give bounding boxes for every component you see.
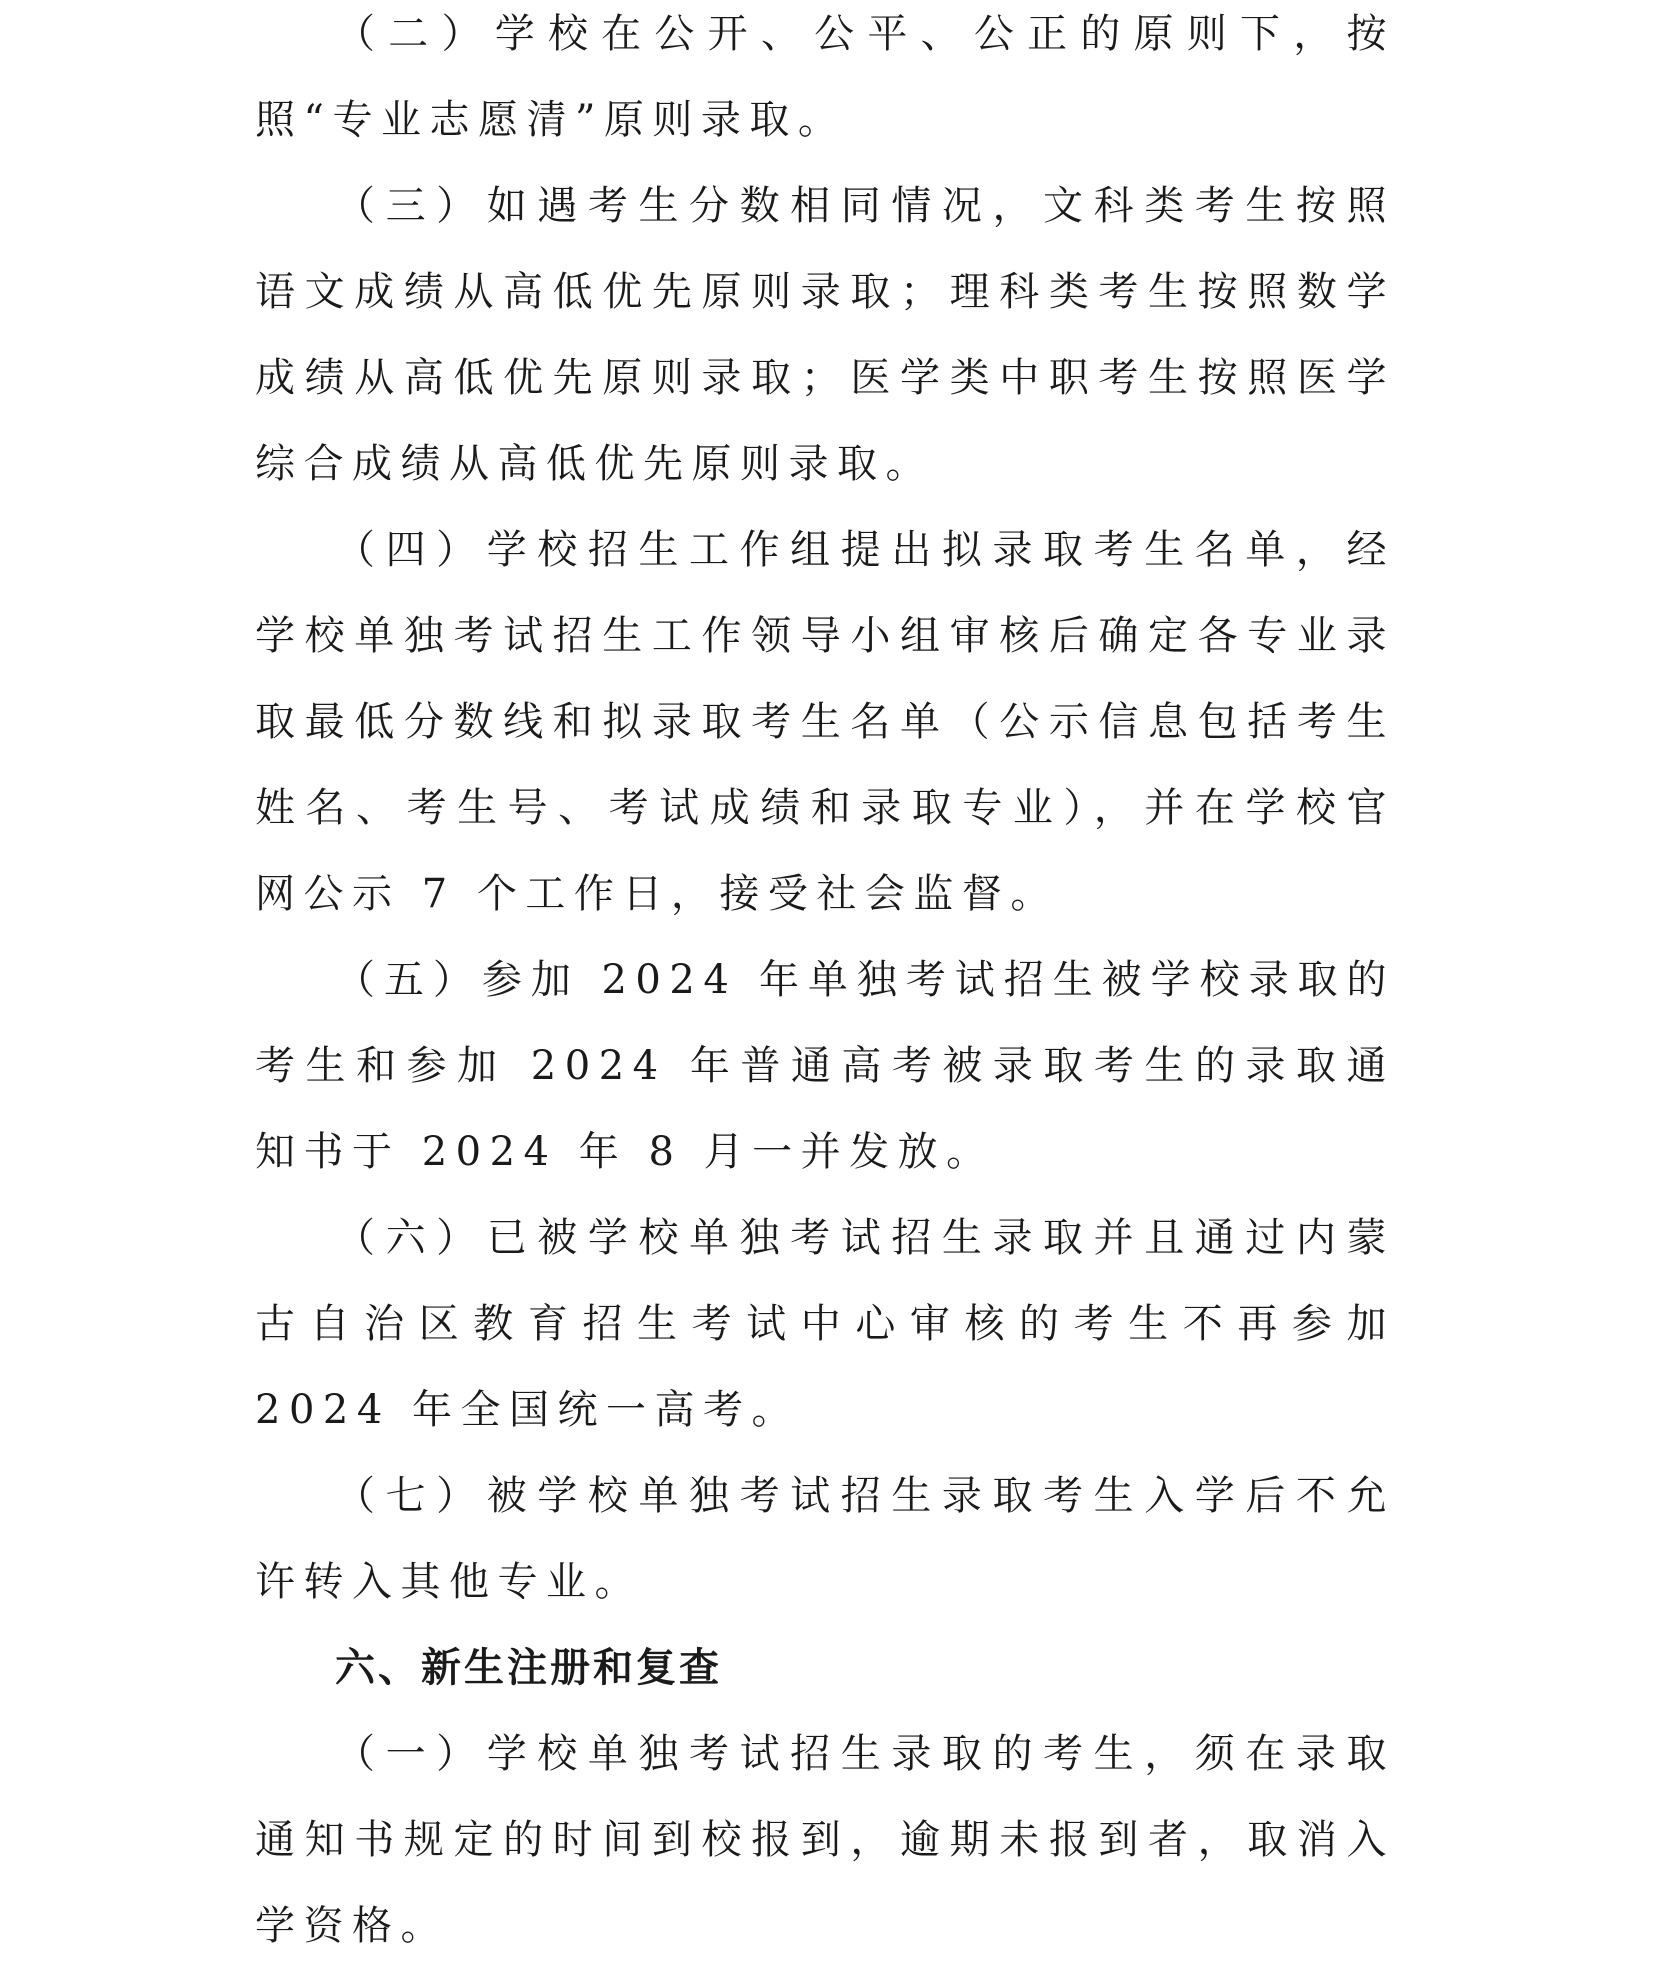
document-page: [255, 0, 1395, 1969]
paragraph-3: （三）如遇考生分数相同情况，文科类考生按照语文成绩从高低优先原则录取；理科类考生按照数学成绩从高低优先原则录取；医学类中职考生按照医学综合成绩从高低优先原则录取。: [255, 183, 1395, 487]
paragraph-2: （二）学校在公开、公平、公正的原则下，按照“专业志愿清”原则录取。: [255, 11, 1395, 143]
paragraph-6: （六）已被学校单独考试招生录取并且通过内蒙古自治区教育招生考试中心审核的考生不再参加 2024 年全国统一高考。: [255, 1215, 1395, 1433]
paragraph-7: （七）被学校单独考试招生录取考生入学后不允许转入其他专业。: [255, 1473, 1395, 1605]
paragraph-section6-1: （一）学校单独考试招生录取的考生，须在录取通知书规定的时间到校报到，逾期未报到者，取消入学资格。: [255, 1731, 1395, 1949]
paragraph-5: （五）参加 2024 年单独考试招生被学校录取的考生和参加 2024 年普通高考被录取考生的录取通知书于 2024 年 8 月一并发放。: [255, 957, 1395, 1175]
paragraph-4: （四）学校招生工作组提出拟录取考生名单，经学校单独考试招生工作领导小组审核后确定各专业录取最低分数线和拟录取考生名单（公示信息包括考生姓名、考生号、考试成绩和录取专业），并在学校官网公示 7 个工作日，接受社会监督。: [255, 527, 1395, 917]
section-heading: 六、新生注册和复查: [335, 1645, 722, 1691]
